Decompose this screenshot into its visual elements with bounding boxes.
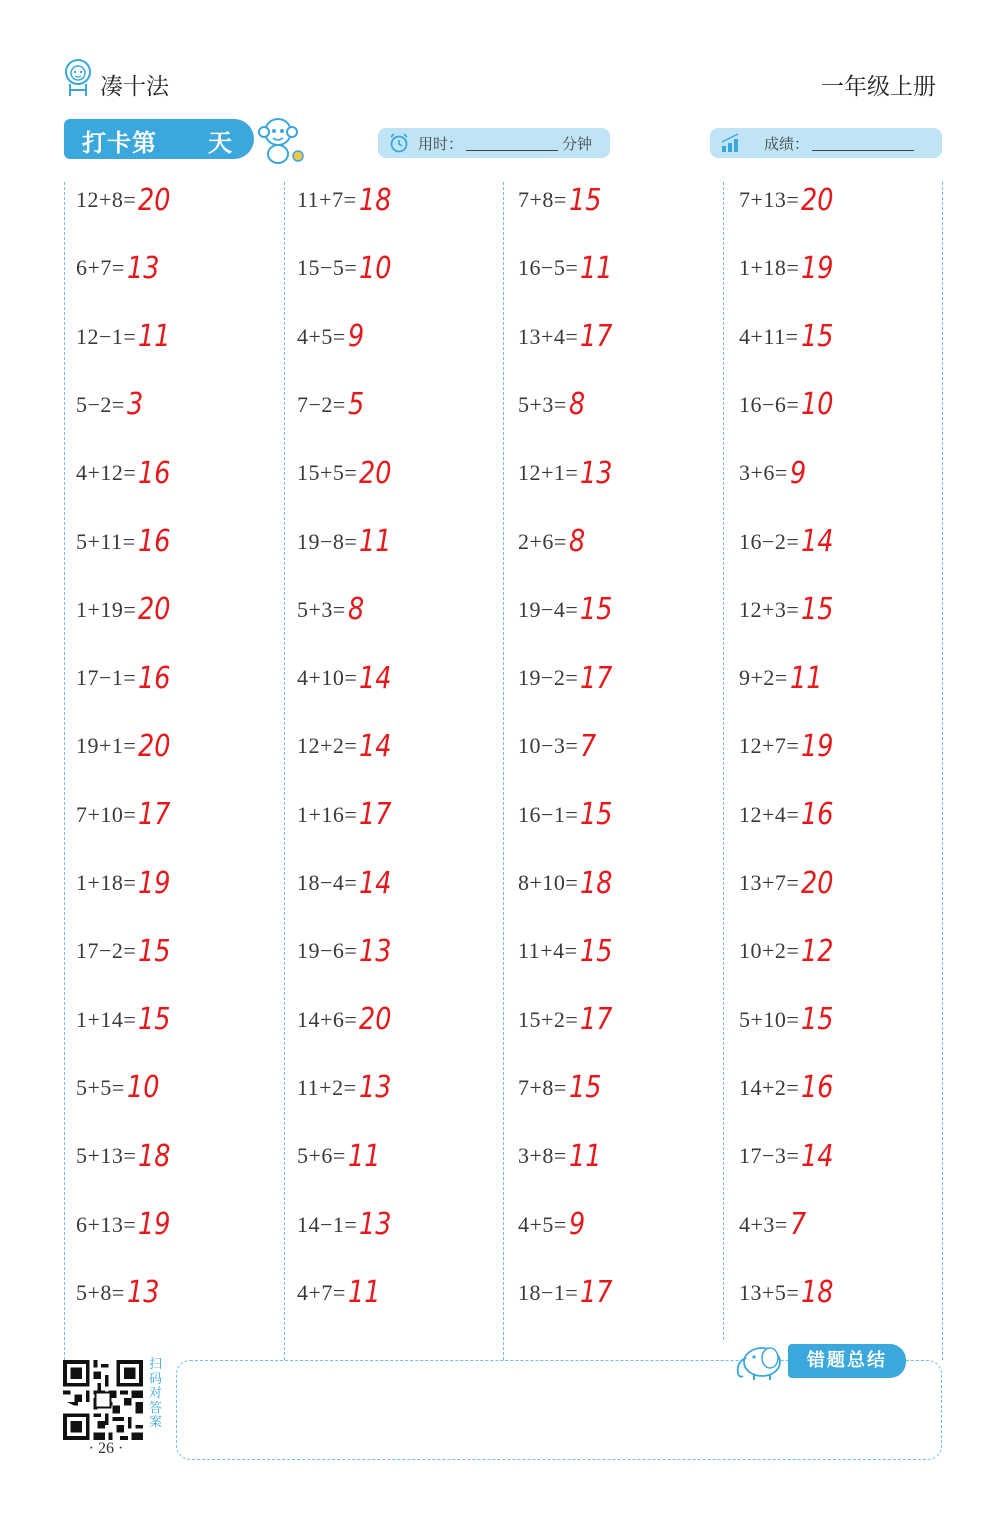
- problem-equation: 1+18=: [76, 870, 137, 895]
- problem-equation: 11+7=: [297, 187, 357, 212]
- problem-row: [297, 726, 398, 766]
- problem-row: [297, 795, 398, 835]
- handwritten-answer: 17: [359, 797, 392, 833]
- handwritten-answer: 7: [789, 1207, 807, 1242]
- handwritten-answer: 17: [580, 1002, 613, 1038]
- problem-equation: 19+1=: [76, 733, 137, 759]
- problem-row: [76, 863, 177, 903]
- problem-row: [76, 180, 177, 220]
- problem-row: [297, 248, 398, 288]
- problem-equation: 1+16=: [297, 801, 358, 827]
- problem-row: [518, 931, 618, 971]
- handwritten-answer: 10: [359, 250, 392, 286]
- bar-chart-icon: [720, 133, 742, 153]
- handwritten-answer: 16: [138, 660, 171, 696]
- problem-equation: 12+8=: [76, 187, 137, 212]
- handwritten-answer: 16: [138, 455, 171, 491]
- problem-row: [739, 1273, 840, 1313]
- problem-equation: 14−1=: [297, 1211, 358, 1237]
- problem-equation: 4+7=: [297, 1279, 346, 1305]
- score-label: 成绩：: [764, 135, 810, 153]
- problem-equation: 6+13=: [76, 1211, 137, 1237]
- handwritten-answer: 15: [580, 797, 613, 833]
- page-number: · 26 ·: [88, 1440, 124, 1457]
- handwritten-answer: 11: [347, 1138, 381, 1174]
- handwritten-answer: 20: [138, 728, 171, 764]
- problem-row: [518, 522, 588, 562]
- problem-equation: 5+3=: [518, 391, 567, 417]
- problem-row: [739, 180, 840, 220]
- handwritten-answer: 11: [789, 660, 823, 696]
- problem-equation: 8+10=: [518, 870, 579, 895]
- column-divider: [64, 182, 65, 1360]
- time-field: [378, 128, 610, 158]
- handwritten-answer: 17: [580, 319, 613, 355]
- problem-equation: 7+13=: [739, 187, 800, 212]
- handwritten-answer: 15: [580, 592, 613, 628]
- handwritten-answer: 20: [138, 592, 171, 628]
- checkin-label: 打卡第: [82, 129, 157, 157]
- problem-row: [739, 863, 840, 903]
- handwritten-answer: 7: [580, 728, 597, 764]
- handwritten-answer: 15: [801, 592, 834, 628]
- handwritten-answer: 15: [568, 1070, 602, 1106]
- problem-equation: 16−5=: [518, 255, 579, 281]
- problem-equation: 13+7=: [739, 870, 800, 895]
- problem-row: [518, 863, 619, 903]
- problem-equation: 7+8=: [518, 1074, 567, 1100]
- problem-equation: 4+5=: [518, 1211, 567, 1237]
- problem-row: [76, 1068, 165, 1108]
- problem-row: [518, 385, 588, 425]
- handwritten-answer: 18: [580, 865, 613, 901]
- problem-equation: 5+3=: [297, 596, 346, 622]
- problem-row: [297, 863, 398, 903]
- problem-row: [739, 931, 840, 971]
- handwritten-answer: 20: [138, 182, 171, 218]
- problem-equation: 19−2=: [518, 665, 579, 691]
- problem-equation: 16−2=: [739, 528, 800, 554]
- handwritten-answer: 8: [568, 387, 586, 423]
- problem-equation: 1+19=: [76, 596, 137, 622]
- problem-row: [518, 795, 619, 835]
- problem-equation: 11+4=: [518, 938, 578, 964]
- problem-row: [297, 317, 367, 357]
- problem-row: [297, 1273, 386, 1313]
- problem-row: [739, 1205, 809, 1245]
- problem-equation: 15−5=: [297, 255, 358, 281]
- problem-equation: 12+1=: [518, 460, 579, 486]
- problem-equation: 13+4=: [518, 323, 579, 349]
- problem-equation: 5+10=: [739, 1006, 800, 1032]
- handwritten-answer: 12: [801, 933, 834, 969]
- problem-row: [739, 317, 839, 357]
- problem-row: [739, 726, 840, 766]
- problem-equation: 19−8=: [297, 528, 358, 554]
- problem-equation: 4+10=: [297, 665, 358, 691]
- handwritten-answer: 11: [568, 1138, 602, 1174]
- handwritten-answer: 9: [347, 319, 365, 355]
- problem-equation: 7+10=: [76, 801, 137, 827]
- handwritten-answer: 10: [126, 1070, 160, 1106]
- problem-equation: 1+18=: [739, 255, 800, 281]
- problem-equation: 14+2=: [739, 1074, 800, 1100]
- problem-row: [518, 1068, 607, 1108]
- handwritten-answer: 8: [568, 524, 586, 559]
- problem-row: [739, 1000, 840, 1040]
- problem-row: [518, 180, 607, 220]
- problem-row: [76, 658, 177, 698]
- scan-for-answers-label: 扫码对答案: [149, 1357, 163, 1430]
- problem-row: [76, 1136, 177, 1176]
- problem-row: [76, 1000, 177, 1040]
- qr-code-icon: [63, 1360, 143, 1440]
- handwritten-answer: 5: [347, 387, 365, 423]
- problem-equation: 11+2=: [297, 1074, 357, 1100]
- problem-row: [739, 1136, 840, 1176]
- problem-equation: 17−3=: [739, 1143, 800, 1169]
- problem-row: [739, 590, 840, 630]
- problem-equation: 12+3=: [739, 596, 800, 622]
- handwritten-answer: 13: [358, 1070, 391, 1106]
- handwritten-answer: 13: [359, 1207, 392, 1242]
- problem-equation: 1+14=: [76, 1006, 137, 1032]
- problem-equation: 16−6=: [739, 391, 800, 417]
- problem-equation: 15+5=: [297, 460, 358, 486]
- problem-row: [76, 385, 146, 425]
- problem-equation: 14+6=: [297, 1006, 358, 1032]
- problem-row: [739, 453, 809, 493]
- handwritten-answer: 16: [801, 797, 834, 833]
- handwritten-answer: 15: [138, 933, 171, 969]
- handwritten-answer: 20: [359, 1002, 392, 1038]
- handwritten-answer: 15: [800, 319, 833, 355]
- problem-row: [297, 658, 398, 698]
- handwritten-answer: 20: [801, 182, 834, 218]
- problem-row: [297, 1068, 397, 1108]
- handwritten-answer: 14: [359, 660, 392, 696]
- problem-equation: 12+7=: [739, 733, 800, 759]
- problem-row: [739, 1068, 840, 1108]
- problem-row: [739, 248, 840, 288]
- problem-equation: 13+5=: [739, 1279, 800, 1305]
- problem-row: [76, 1273, 165, 1313]
- problem-equation: 5+11=: [76, 528, 136, 554]
- problem-row: [518, 248, 619, 288]
- handwritten-answer: 19: [138, 865, 171, 901]
- problem-row: [297, 1205, 398, 1245]
- problem-row: [518, 1205, 588, 1245]
- problem-row: [518, 658, 619, 698]
- problem-equation: 19−4=: [518, 596, 579, 622]
- problem-row: [518, 590, 619, 630]
- handwritten-answer: 3: [126, 387, 144, 423]
- column-divider: [942, 182, 943, 1360]
- problem-equation: 4+5=: [297, 323, 346, 349]
- handwritten-answer: 20: [359, 455, 392, 491]
- handwritten-answer: 14: [801, 524, 834, 559]
- problem-row: [518, 453, 619, 493]
- problem-equation: 4+3=: [739, 1211, 788, 1237]
- problem-row: [76, 317, 177, 357]
- problem-row: [297, 180, 397, 220]
- problem-row: [297, 522, 398, 562]
- handwritten-answer: 19: [138, 1207, 171, 1242]
- handwritten-answer: 9: [568, 1207, 586, 1242]
- alarm-clock-icon: [388, 133, 410, 153]
- problem-row: [76, 931, 177, 971]
- handwritten-answer: 11: [138, 319, 171, 355]
- checkin-banner: [64, 119, 254, 159]
- handwritten-answer: 14: [359, 865, 392, 901]
- handwritten-answer: 15: [801, 1002, 834, 1038]
- handwritten-answer: 19: [801, 728, 834, 764]
- problem-row: [739, 522, 840, 562]
- problem-row: [739, 795, 840, 835]
- handwritten-answer: 15: [138, 1002, 171, 1038]
- handwritten-answer: 11: [359, 524, 392, 559]
- problem-row: [76, 726, 177, 766]
- score-input-line[interactable]: [812, 150, 914, 151]
- handwritten-answer: 18: [358, 182, 391, 218]
- handwritten-answer: 16: [801, 1070, 834, 1106]
- problem-row: [739, 385, 840, 425]
- problem-equation: 12+2=: [297, 733, 358, 759]
- handwritten-answer: 17: [580, 1275, 613, 1311]
- problem-equation: 10−3=: [518, 733, 579, 759]
- problem-equation: 2+6=: [518, 528, 567, 554]
- handwritten-answer: 13: [126, 250, 160, 286]
- lion-logo-icon: [62, 58, 94, 98]
- problem-equation: 5+6=: [297, 1143, 346, 1169]
- problem-equation: 5+8=: [76, 1279, 125, 1305]
- problem-equation: 15+2=: [518, 1006, 579, 1032]
- handwritten-answer: 13: [580, 455, 613, 491]
- problem-equation: 16−1=: [518, 801, 579, 827]
- handwritten-answer: 13: [359, 933, 392, 969]
- problem-row: [297, 931, 398, 971]
- problem-equation: 5+5=: [76, 1074, 125, 1100]
- handwritten-answer: 13: [126, 1275, 160, 1311]
- time-unit: 分钟: [562, 135, 593, 153]
- problem-row: [297, 1000, 398, 1040]
- problem-row: [518, 1273, 619, 1313]
- handwritten-answer: 15: [579, 933, 612, 969]
- problem-equation: 17−2=: [76, 938, 137, 964]
- column-divider: [503, 182, 504, 1360]
- problem-row: [297, 453, 398, 493]
- problem-equation: 18−1=: [518, 1279, 579, 1305]
- problem-row: [518, 726, 599, 766]
- handwritten-answer: 17: [138, 797, 171, 833]
- problem-equation: 9+2=: [739, 665, 788, 691]
- score-field: [710, 128, 942, 158]
- elephant-mascot-icon: [730, 1338, 790, 1382]
- handwritten-answer: 10: [801, 387, 834, 423]
- handwritten-answer: 20: [801, 865, 834, 901]
- problem-equation: 7+8=: [518, 187, 567, 212]
- handwritten-answer: 11: [580, 250, 613, 286]
- handwritten-answer: 14: [801, 1138, 834, 1174]
- problem-equation: 3+6=: [739, 460, 788, 486]
- handwritten-answer: 9: [789, 455, 807, 491]
- problem-row: [518, 317, 619, 357]
- problem-equation: 10+2=: [739, 938, 800, 964]
- workbook-title: 凑十法: [100, 74, 169, 100]
- problem-equation: 7−2=: [297, 391, 346, 417]
- column-divider: [284, 182, 285, 1360]
- time-label: 用时：: [418, 135, 464, 153]
- problem-equation: 5−2=: [76, 391, 125, 417]
- problem-row: [297, 590, 367, 630]
- problem-equation: 18−4=: [297, 870, 358, 895]
- problem-row: [76, 590, 177, 630]
- problem-row: [739, 658, 828, 698]
- handwritten-answer: 8: [347, 592, 365, 628]
- handwritten-answer: 15: [568, 182, 602, 218]
- problem-row: [518, 1000, 619, 1040]
- mistake-summary-label: 错题总结: [788, 1344, 906, 1378]
- column-divider: [723, 182, 724, 1340]
- problem-row: [76, 795, 177, 835]
- problem-equation: 3+8=: [518, 1143, 567, 1169]
- problem-row: [297, 385, 367, 425]
- monkey-mascot-icon: [252, 112, 308, 168]
- problem-equation: 6+7=: [76, 255, 125, 281]
- handwritten-answer: 17: [580, 660, 613, 696]
- problem-row: [518, 1136, 607, 1176]
- handwritten-answer: 18: [138, 1138, 171, 1174]
- problem-row: [297, 1136, 386, 1176]
- problem-equation: 4+12=: [76, 460, 137, 486]
- grade-label: 一年级上册: [821, 74, 936, 100]
- problem-equation: 12−1=: [76, 323, 137, 349]
- handwritten-answer: 18: [801, 1275, 834, 1311]
- problem-equation: 4+11=: [739, 323, 799, 349]
- handwritten-answer: 14: [359, 728, 392, 764]
- problem-row: [76, 1205, 177, 1245]
- problem-equation: 17−1=: [76, 665, 137, 691]
- problem-equation: 5+13=: [76, 1143, 137, 1169]
- checkin-day-unit: 天: [208, 129, 233, 157]
- problem-equation: 12+4=: [739, 801, 800, 827]
- problem-row: [76, 248, 165, 288]
- handwritten-answer: 11: [347, 1275, 381, 1311]
- handwritten-answer: 16: [137, 524, 170, 559]
- problem-equation: 19−6=: [297, 938, 358, 964]
- time-input-line[interactable]: [466, 150, 558, 151]
- problem-row: [76, 453, 177, 493]
- handwritten-answer: 19: [801, 250, 834, 286]
- problem-row: [76, 522, 176, 562]
